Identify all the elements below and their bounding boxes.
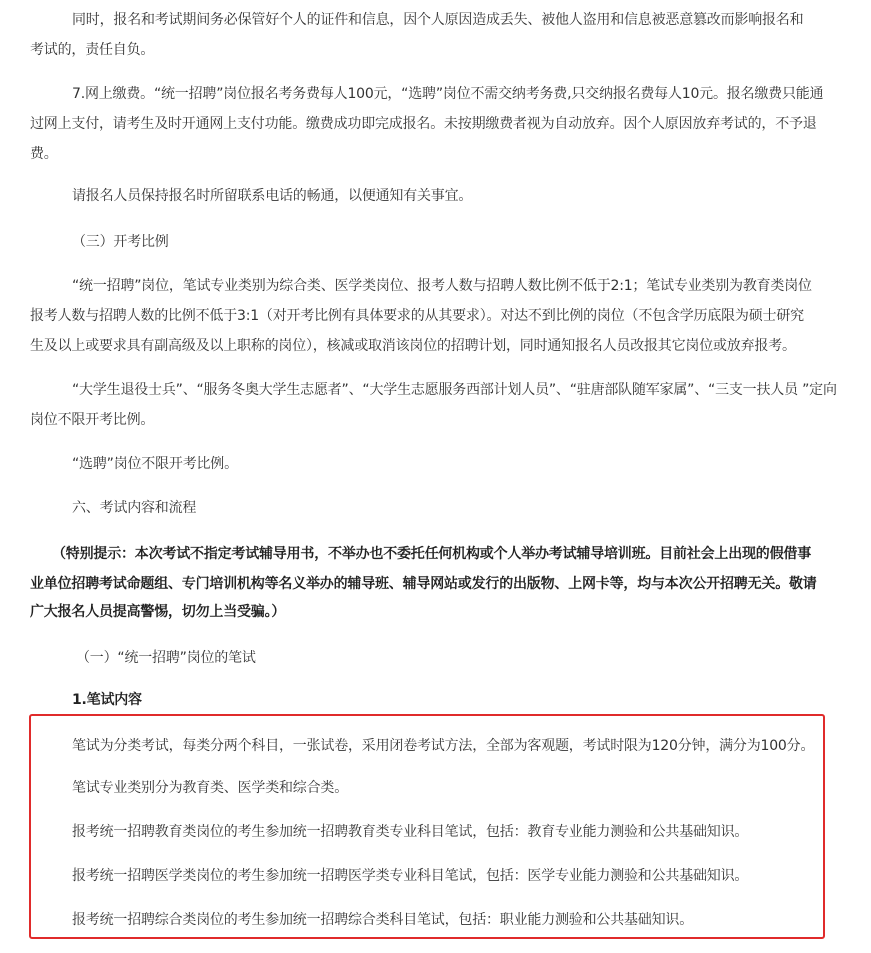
- paragraph-line: 岗位不限开考比例。: [30, 412, 155, 428]
- subsection-heading: 1.笔试内容: [72, 692, 142, 708]
- box-paragraph: 笔试为分类考试，每类分两个科目，一张试卷，采用闭卷考试方法，全部为客观题，考试时限为120分钟，满分为100分。: [72, 738, 815, 754]
- paragraph-line: 请报名人员保持报名时所留联系电话的畅通，以便通知有关事宜。: [72, 188, 473, 204]
- box-paragraph: 笔试专业类别分为教育类、医学类和综合类。: [72, 780, 348, 796]
- paragraph-line: 报考人数与招聘人数的比例不低于3:1（对开考比例有具体要求的从其要求）。对达不到比例的岗位（不包含学历底限为硕士研究: [30, 308, 804, 324]
- paragraph-line: “选聘”岗位不限开考比例。: [72, 456, 238, 472]
- paragraph-line: 生及以上或要求具有副高级及以上职称的岗位），核减或取消该岗位的招聘计划，同时通知报名人员改报其它岗位或放弃报考。: [30, 338, 796, 354]
- box-paragraph: 报考统一招聘教育类岗位的考生参加统一招聘教育类专业科目笔试，包括：教育专业能力测验和公共基础知识。: [72, 824, 749, 840]
- subsection-heading: （一）“统一招聘”岗位的笔试: [76, 650, 256, 666]
- paragraph-line: “大学生退役士兵”、“服务冬奥大学生志愿者”、“大学生志愿服务西部计划人员”、“驻唐部队随军家属”、“三支一扶人员 ”定向: [72, 382, 837, 398]
- paragraph-line: 同时，报名和考试期间务必保管好个人的证件和信息，因个人原因造成丢失、被他人盗用和信息被恶意篡改而影响报名和: [72, 12, 804, 28]
- notice-line: （特别提示：本次考试不指定考试辅导用书，不举办也不委托任何机构或个人举办考试辅导培训班。目前社会上出现的假借事: [52, 546, 811, 562]
- paragraph-line: 过网上支付，请考生及时开通网上支付功能。缴费成功即完成报名。未按期缴费者视为自动放弃。因个人原因放弃考试的，不予退: [30, 116, 817, 132]
- box-paragraph: 报考统一招聘综合类岗位的考生参加统一招聘综合类科目笔试，包括：职业能力测验和公共基础知识。: [72, 912, 693, 928]
- paragraph-line: 费。: [30, 146, 58, 162]
- paragraph-line: 7.网上缴费。“统一招聘”岗位报名考务费每人100元，“选聘”岗位不需交纳考务费,只交纳报名费每人10元。报名缴费只能通: [72, 86, 824, 102]
- paragraph-line: 考试的，责任自负。: [30, 42, 155, 58]
- box-paragraph: 报考统一招聘医学类岗位的考生参加统一招聘医学类专业科目笔试，包括：医学专业能力测验和公共基础知识。: [72, 868, 749, 884]
- paragraph-line: “统一招聘”岗位，笔试专业类别为综合类、医学类岗位、报考人数与招聘人数比例不低于2:1；笔试专业类别为教育类岗位: [72, 278, 812, 294]
- section-heading: （三）开考比例: [72, 234, 169, 250]
- notice-line: 广大报名人员提高警惕，切勿上当受骗。）: [30, 604, 286, 620]
- notice-line: 业单位招聘考试命题组、专门培训机构等名义举办的辅导班、辅导网站或发行的出版物、上网卡等，均与本次公开招聘无关。敬请: [30, 576, 817, 592]
- section-heading: 六、考试内容和流程: [72, 500, 197, 516]
